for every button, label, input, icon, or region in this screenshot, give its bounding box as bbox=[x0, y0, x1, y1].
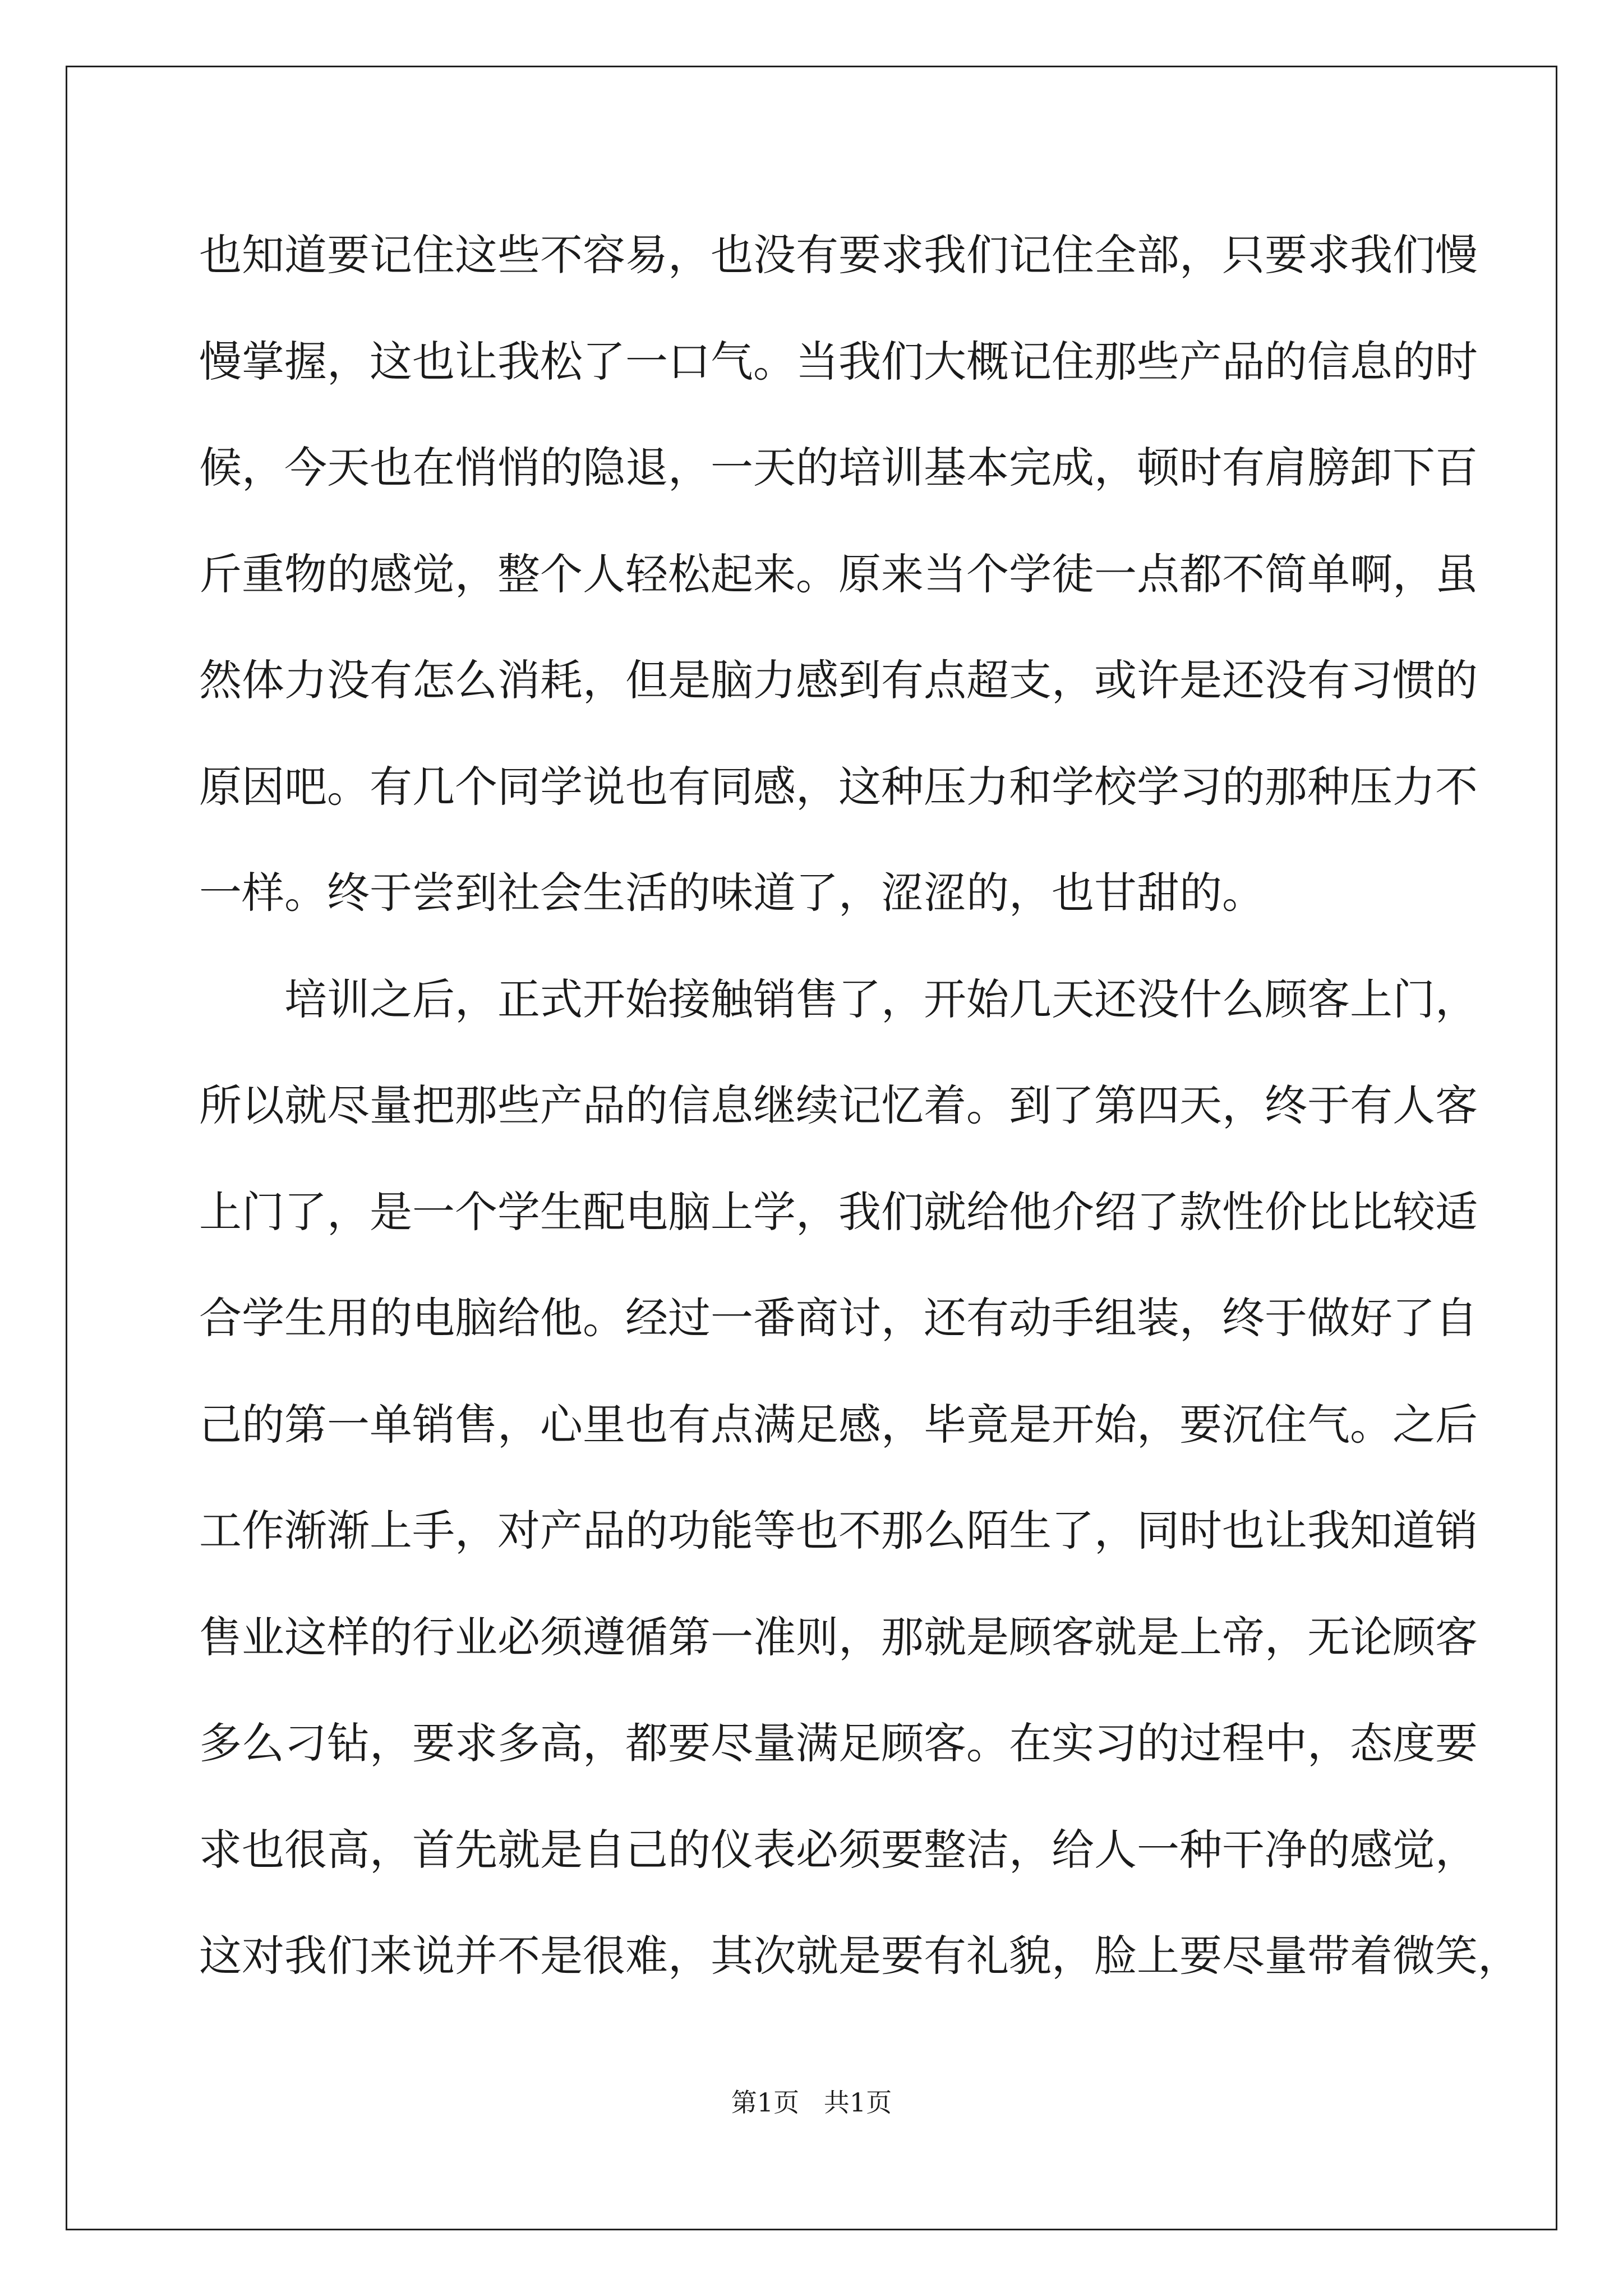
text-line: 合学生用的电脑给他。经过一番商讨，还有动手组装，终于做好了自 bbox=[199, 1293, 1478, 1343]
text-line: 也知道要记住这些不容易，也没有要求我们记住全部，只要求我们慢 bbox=[199, 230, 1478, 280]
page-footer: 第1页 共1页 bbox=[731, 2087, 892, 2118]
text-line: 然体力没有怎么消耗，但是脑力感到有点超支，或许是还没有习惯的 bbox=[199, 655, 1478, 705]
text-line: 所以就尽量把那些产品的信息继续记忆着。到了第四天，终于有人客 bbox=[199, 1080, 1478, 1130]
text-line: 原因吧。有几个同学说也有同感，这种压力和学校学习的那种压力不 bbox=[199, 761, 1478, 812]
text-line: 慢掌握，这也让我松了一口气。当我们大概记住那些产品的信息的时 bbox=[199, 336, 1478, 386]
text-line: 候，今天也在悄悄的隐退，一天的培训基本完成，顿时有肩膀卸下百 bbox=[199, 443, 1478, 493]
text-line: 售业这样的行业必须遵循第一准则，那就是顾客就是上帝，无论顾客 bbox=[199, 1612, 1478, 1662]
text-line: 上门了，是一个学生配电脑上学，我们就给他介绍了款性价比比较适 bbox=[199, 1186, 1478, 1237]
text-line: 这对我们来说并不是很难，其次就是要有礼貌，脸上要尽量带着微笑， bbox=[199, 1931, 1520, 1981]
document-body bbox=[199, 202, 1520, 2009]
text-line: 己的第一单销售，心里也有点满足感，毕竟是开始，要沉住气。之后 bbox=[199, 1399, 1478, 1450]
text-line: 多么刁钻，要求多高，都要尽量满足顾客。在实习的过程中，态度要 bbox=[199, 1718, 1478, 1768]
paragraph-end-line: 一样。终于尝到社会生活的味道了，涩涩的，也甘甜的。 bbox=[199, 868, 1265, 918]
text-line: 工作渐渐上手，对产品的功能等也不那么陌生了，同时也让我知道销 bbox=[199, 1506, 1478, 1556]
text-line: 求也很高，首先就是自己的仪表必须要整洁，给人一种干净的感觉， bbox=[199, 1824, 1478, 1875]
paragraph-first-line: 培训之后，正式开始接触销售了，开始几天还没什么顾客上门， bbox=[284, 974, 1478, 1024]
text-line: 斤重物的感觉，整个人轻松起来。原来当个学徒一点都不简单啊，虽 bbox=[199, 549, 1478, 599]
